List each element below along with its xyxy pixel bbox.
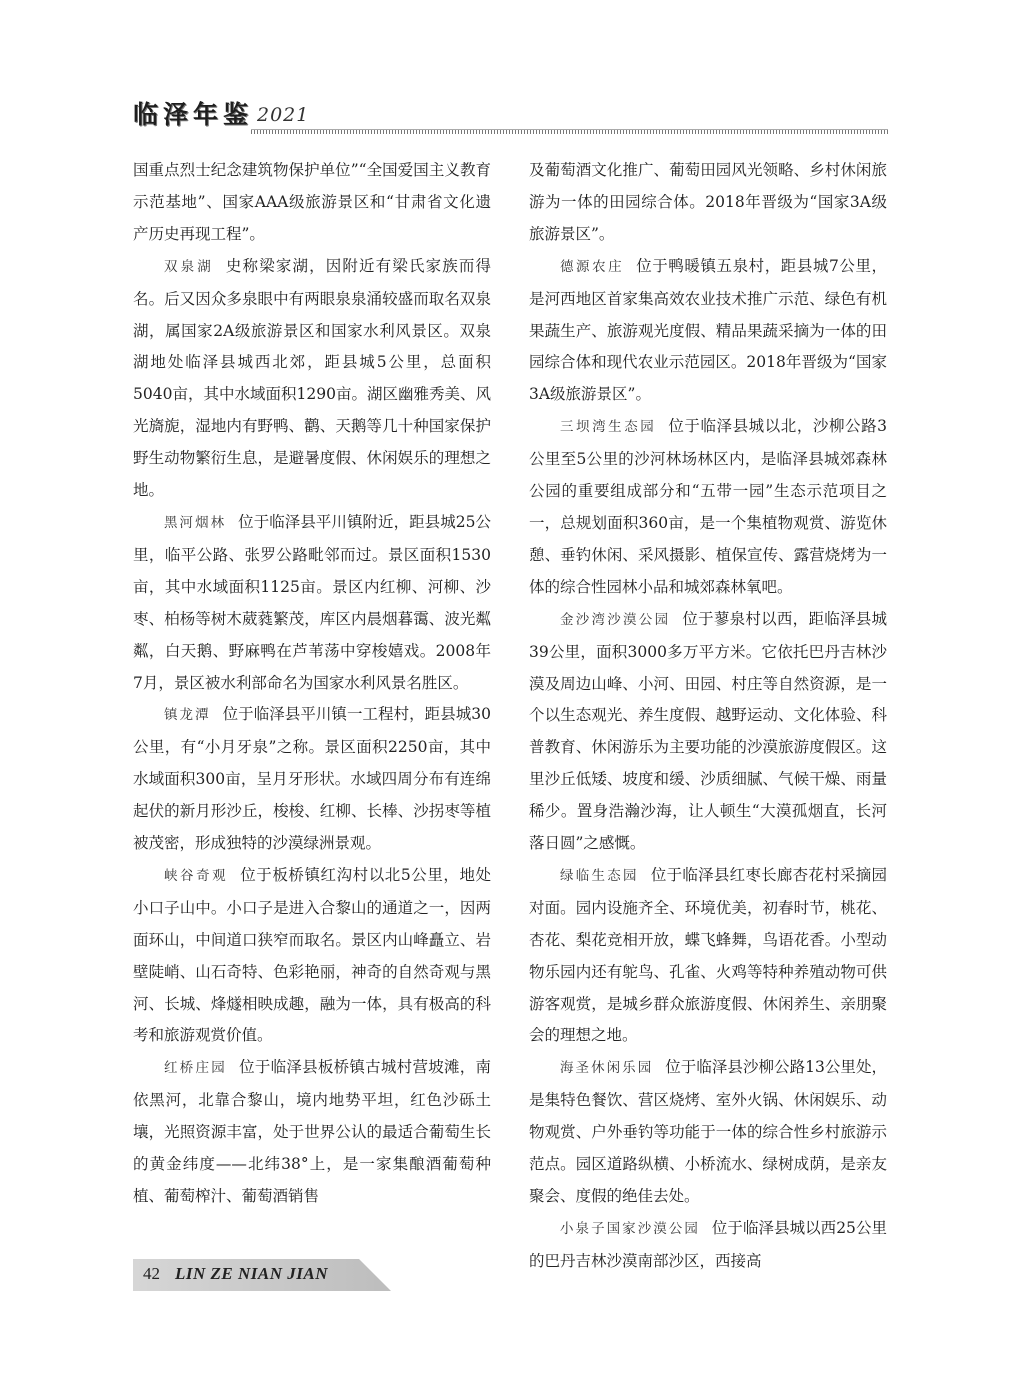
section-title: 金沙湾沙漠公园: [560, 611, 671, 628]
yearbook-year: 2021: [257, 104, 310, 126]
section-title: 绿临生态园: [560, 867, 639, 884]
section-title: 镇龙潭: [164, 707, 211, 724]
paragraph-body: 位于临泽县沙柳公路13公里处，是集特色餐饮、营区烧烤、室外火锅、休闲娱乐、动物观赏、户外垂钓等功能于一体的综合性乡村旅游示范点。园区道路纵横、小桥流水、绿树成荫，是亲友聚会、度假的绝佳去处。: [529, 1058, 887, 1205]
page-footer: [133, 1259, 391, 1291]
left-column: [133, 155, 491, 1213]
section-title: 红桥庄园: [164, 1060, 228, 1077]
section-title: 三坝湾生态园: [560, 419, 657, 436]
paragraph-body: 位于鸭暖镇五泉村，距县城7公里，是河西地区首家集高效农业技术推广示范、绿色有机果蔬生产、旅游观光度假、精品果蔬采摘为一体的田园综合体和现代农业示范园区。2018年晋级为“国家3A级旅游景区”。: [529, 256, 888, 404]
section-title: 海圣休闲乐园: [560, 1060, 654, 1077]
paragraph: 国重点烈士纪念建筑物保护单位”“全国爱国主义教育示范基地”、国家AAA级旅游景区和“甘肃省文化遗产历史再现工程”。: [133, 161, 491, 243]
section-title: 峡谷奇观: [164, 867, 229, 884]
paragraph-body: 史称梁家湖，因附近有梁氏家族而得名。后又因众多泉眼中有两眼泉泉涌较盛而取名双泉湖，属国家2A级旅游景区和国家水利风景区。双泉湖地处临泽县城西北郊，距县城5公里，总面积5040亩，其中水域面积1290亩。湖区幽雅秀美、风光旖旎，湿地内有野鸭、鹳、天鹅等几十种国家保护野生动物繁衍生息，是避暑度假、休闲娱乐的理想之地。: [133, 256, 491, 500]
paragraph: [529, 860, 887, 1052]
page-header: [133, 100, 888, 134]
paragraph: [529, 411, 887, 603]
paragraph: [529, 1052, 887, 1213]
paragraph-body: 位于临泽县板桥镇古城村营坡滩，南依黑河，北靠合黎山，境内地势平坦，红色沙砾土壤，光照资源丰富，处于世界公认的最适合葡萄生长的黄金纬度——北纬38°上，是一家集酿酒葡萄种植、葡萄榨汁、葡萄酒销售: [133, 1058, 491, 1205]
paragraph-body: 位于临泽县城以西25公里的巴丹吉林沙漠南部沙区，西接高: [529, 1218, 888, 1270]
paragraph: [529, 251, 887, 412]
paragraph: 及葡萄酒文化推广、葡萄田园风光领略、乡村休闲旅游为一体的田园综合体。2018年晋级为“国家3A级旅游景区”。: [529, 161, 887, 243]
section-title: 黑河烟林: [164, 514, 227, 531]
paragraph-body: 位于板桥镇红沟村以北5公里，地处小口子山中。小口子是进入合黎山的通道之一，因两面环山，中间道口狭窄而取名。景区内山峰矗立、岩壁陡峭、山石奇特、色彩艳丽，神奇的自然奇观与黑河、长城、烽燧相映成趣，融为一体，具有极高的科考和旅游观赏价值。: [133, 865, 492, 1045]
paragraph-body: 位于临泽县红枣长廊杏花村采摘园对面。园内设施齐全、环境优美，初春时节，桃花、杏花、梨花竞相开放，蝶飞蜂舞，鸟语花香。小型动物乐园内还有鸵鸟、孔雀、火鸡等特种养殖动物可供游客观赏，是城乡群众旅游度假、休闲养生、亲朋聚会的理想之地。: [529, 865, 887, 1045]
page-number: 42: [143, 1264, 160, 1283]
paragraph-body: 位于临泽县平川镇附近，距县城25公里，临平公路、张罗公路毗邻而过。景区面积1530亩，其中水域面积1125亩。景区内红柳、河柳、沙枣、柏杨等树木葳蕤繁茂，库区内晨烟暮霭、波光粼粼，白天鹅、野麻鸭在芦苇荡中穿梭嬉戏。2008年7月，景区被水利部命名为国家水利风景名胜区。: [133, 512, 492, 692]
paragraph: [133, 251, 491, 507]
right-column: [529, 155, 887, 1278]
paragraph-body: 位于临泽县平川镇一工程村，距县城30公里，有“小月牙泉”之称。景区面积2250亩，其中水域面积300亩，呈月牙形状。水域四周分布有连绵起伏的新月形沙丘，梭梭、红柳、长棒、沙拐枣等植被茂密，形成独特的沙漠绿洲景观。: [133, 705, 491, 853]
footer-title: LIN ZE NIAN JIAN: [175, 1264, 328, 1283]
section-title: 德源农庄: [560, 258, 625, 275]
header-dotted-rule: [251, 129, 888, 134]
paragraph-body: 位于蓼泉村以西，距临泽县城39公里，面积3000多万平方米。它依托巴丹吉林沙漠及周边山峰、小河、田园、村庄等自然资源，是一个以生态观光、养生度假、越野运动、文化体验、科普教育、休闲游乐为主要功能的沙漠旅游度假区。这里沙丘低矮、坡度和缓、沙质细腻、气候干燥、雨量稀少。置身浩瀚沙海，让人顿生“大漠孤烟直，长河落日圆”之感慨。: [529, 609, 887, 853]
section-title: 小泉子国家沙漠公园: [560, 1220, 700, 1237]
paragraph: [529, 604, 887, 860]
paragraph: [529, 1213, 887, 1278]
paragraph: [133, 699, 491, 860]
yearbook-brand: 临泽年鉴: [133, 100, 254, 129]
paragraph: [133, 1052, 491, 1213]
paragraph: [133, 860, 491, 1052]
paragraph: [133, 507, 491, 699]
paragraph-body: 位于临泽县城以北，沙柳公路3公里至5公里的沙河林场林区内，是临泽县城郊森林公园的重要组成部分和“五带一园”生态示范项目之一，总规划面积360亩，是一个集植物观赏、游览休憩、垂钓休闲、采风摄影、植保宣传、露营烧烤为一体的综合性园林小品和城郊森林氧吧。: [529, 417, 887, 596]
section-title: 双泉湖: [164, 258, 214, 275]
